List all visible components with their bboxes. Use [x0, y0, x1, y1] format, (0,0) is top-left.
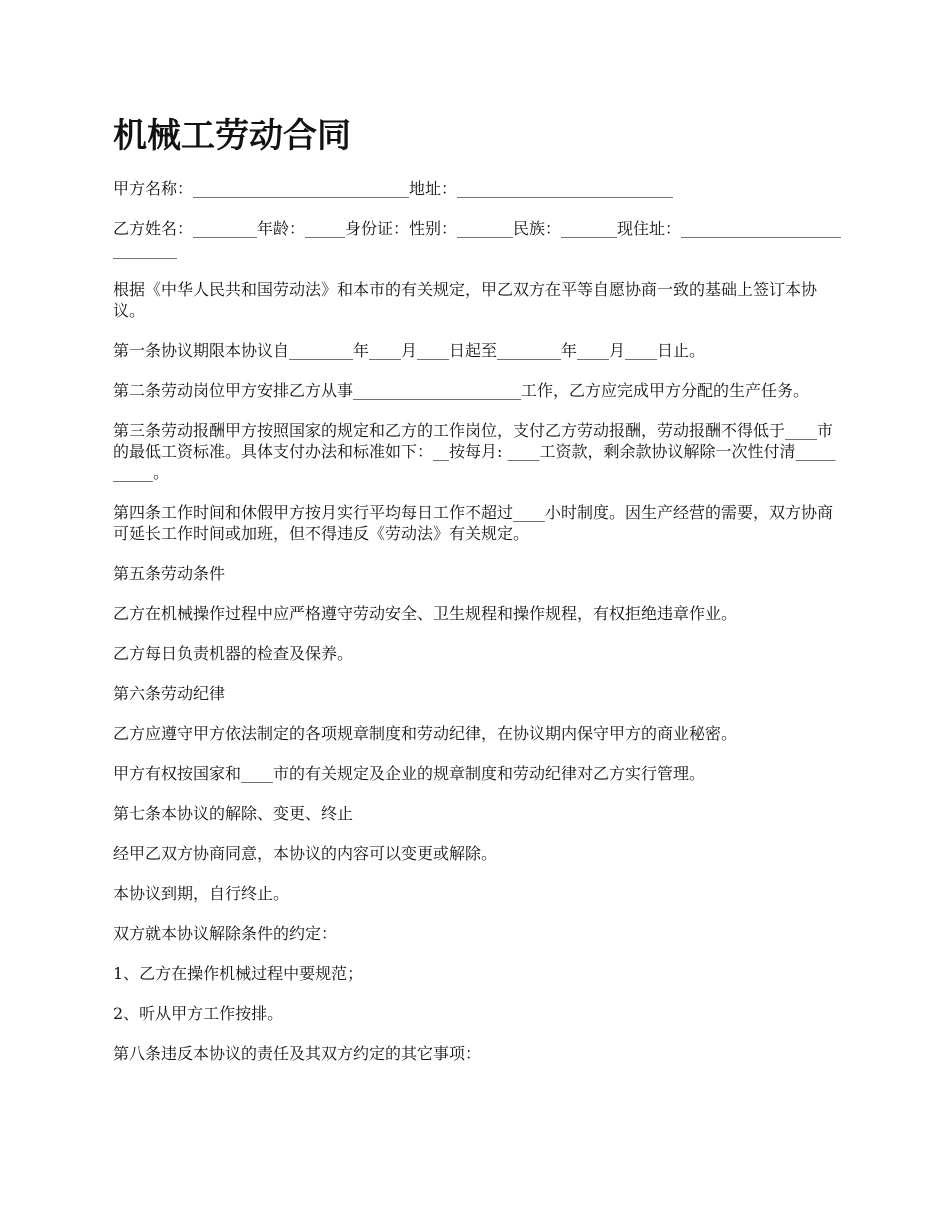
party-a-line: 甲方名称：___________________________地址：___________________________	[113, 179, 674, 198]
article-6-heading: 第六条劳动纪律	[113, 684, 226, 703]
condition-item-1: 1、乙方在操作机械过程中要规范；	[113, 964, 364, 983]
article-6-item-1: 乙方应遵守甲方依法制定的各项规章制度和劳动纪律，在协议期内保守甲方的商业秘密。	[113, 724, 738, 743]
document-title: 机械工劳动合同	[113, 116, 351, 156]
article-7-item-2: 本协议到期，自行终止。	[113, 884, 290, 903]
document-page	[113, 108, 843, 1083]
article-8-heading: 第八条违反本协议的责任及其双方约定的其它事项：	[113, 1044, 482, 1063]
article-2-paragraph: 第二条劳动岗位甲方安排乙方从事_____________________工作，乙方应完成甲方分配的生产任务。	[113, 381, 810, 400]
article-5-item-1: 乙方在机械操作过程中应严格遵守劳动安全、卫生规程和操作规程，有权拒绝违章作业。	[113, 604, 738, 623]
article-4-paragraph: 第四条工作时间和休假甲方按月实行平均每日工作不超过____小时制度。因生产经营的需要，双方协商可延长工作时间或加班，但不得违反《劳动法》有关规定。	[113, 503, 834, 543]
preamble-paragraph: 根据《中华人民共和国劳动法》和本市的有关规定，甲乙双方在平等自愿协商一致的基础上签订本协议。	[113, 280, 818, 320]
article-5-item-2: 乙方每日负责机器的检查及保养。	[113, 644, 354, 663]
article-6-item-2: 甲方有权按国家和____市的有关规定及企业的规章制度和劳动纪律对乙方实行管理。	[113, 764, 706, 783]
article-7-item-3: 双方就本协议解除条件的约定：	[113, 924, 338, 943]
article-1-paragraph: 第一条协议期限本协议自________年____月____日起至________年____月____日止。	[113, 341, 706, 360]
article-7-heading: 第七条本协议的解除、变更、终止	[113, 804, 354, 823]
article-3-paragraph: 第三条劳动报酬甲方按照国家的规定和乙方的工作岗位，支付乙方劳动报酬，劳动报酬不得低于____市的最低工资标准。具体支付办法和标准如下：__按每月: ____工资款，剩余款协议解除一次性付清__________。	[113, 421, 836, 482]
condition-item-2: 2、听从甲方工作按排。	[113, 1004, 284, 1023]
article-7-item-1: 经甲乙双方协商同意，本协议的内容可以变更或解除。	[113, 844, 498, 863]
party-b-line: 乙方姓名：________年龄：_____身份证：性别：_______民族：_______现住址：____________________________	[113, 219, 842, 259]
article-5-heading: 第五条劳动条件	[113, 564, 226, 583]
